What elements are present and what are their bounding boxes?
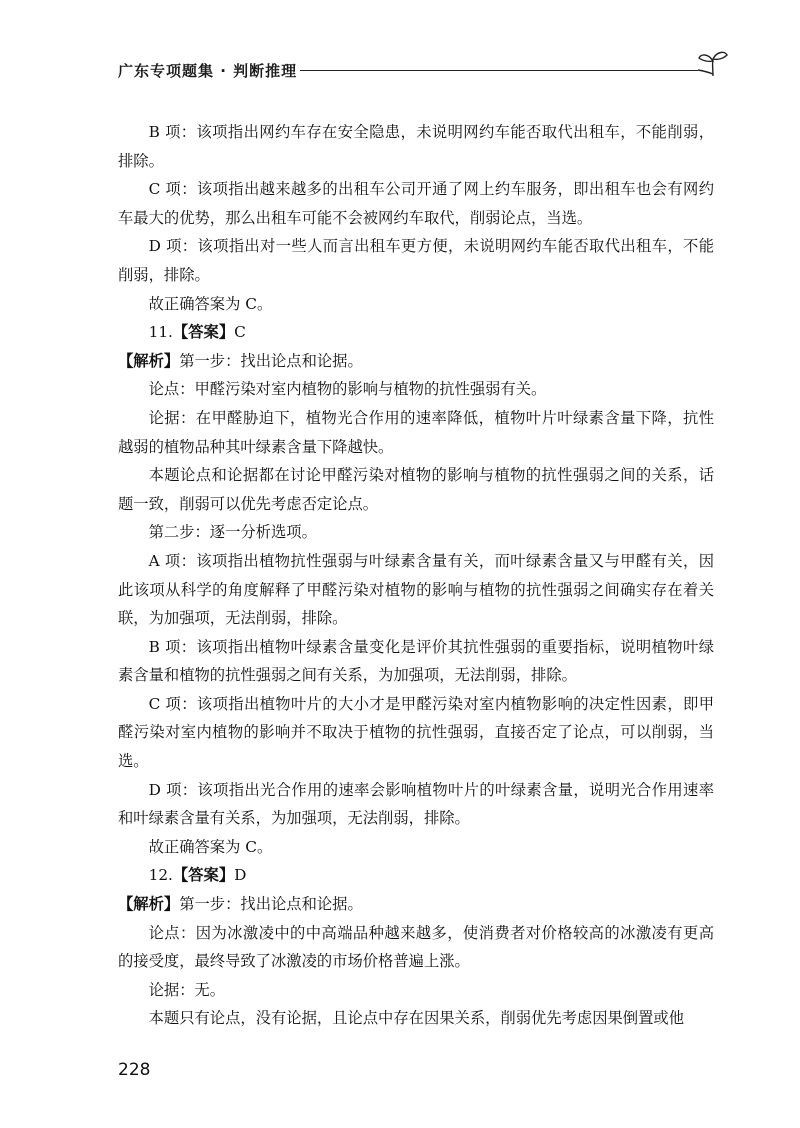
- q12-step1: 第一步：找出论点和论据。: [179, 895, 363, 914]
- q12-answer-label: 【答案】: [172, 866, 235, 885]
- q12-evidence: 论据：无。: [148, 980, 226, 999]
- q12-discussion: 本题只有论点，没有论据，且论点中存在因果关系，削弱优先考虑因果倒置或他: [148, 1009, 684, 1028]
- page-content: [118, 118, 714, 1033]
- q11-answer-line: [118, 318, 714, 347]
- q11-option-c: C 项：该项指出植物叶片的大小才是甲醛污染对室内植物影响的决定性因素，即甲醛污染对室内植物的影响并不取决于植物的抗性强弱，直接否定了论点，可以削弱，当选。: [118, 694, 714, 771]
- q11-option-b: B 项：该项指出植物叶绿素含量变化是评价其抗性强弱的重要指标，说明植物叶绿素含量和植物的抗性强弱之间有关系，为加强项，无法削弱，排除。: [118, 637, 714, 685]
- q12-analysis-line: [118, 890, 714, 919]
- q11-evidence: 论据：在甲醛胁迫下，植物光合作用的速率降低，植物叶片叶绿素含量下降，抗性越弱的植物品种其叶绿素含量下降越快。: [118, 408, 714, 456]
- q11-analysis-label: 【解析】: [118, 351, 180, 370]
- q11-number: 11.: [148, 323, 173, 342]
- page-number: 228: [118, 1060, 151, 1080]
- q12-analysis-label: 【解析】: [118, 895, 180, 914]
- q11-step2: 第二步：逐一分析选项。: [148, 523, 317, 542]
- q11-analysis-line: [118, 347, 714, 376]
- q11-thesis: 论点：甲醛污染对室内植物的影响与植物的抗性强弱有关。: [148, 380, 547, 399]
- q12-thesis: 论点：因为冰激凌中的中高端品种越来越多，使消费者对价格较高的冰激凌有更高的接受度，最终导致了冰激凌的市场价格普遍上涨。: [118, 923, 714, 971]
- q11-option-a: A 项：该项指出植物抗性强弱与叶绿素含量有关，而叶绿素含量又与甲醛有关，因此该项从科学的角度解释了甲醛污染对植物的影响与植物的抗性强弱之间确实存在着关联，为加强项，无法削弱，排除。: [118, 551, 714, 628]
- running-header: [118, 58, 718, 88]
- paragraph-conclusion: 故正确答案为 C。: [148, 294, 273, 313]
- q11-answer: C: [234, 323, 246, 342]
- sprout-icon: [696, 46, 730, 80]
- q11-answer-label: 【答案】: [172, 323, 235, 342]
- paragraph-option-d: D 项：该项指出对一些人而言出租车更方便，未说明网约车能否取代出租车，不能削弱，排除。: [118, 237, 714, 284]
- q12-number: 12.: [148, 866, 173, 885]
- q11-step1: 第一步：找出论点和论据。: [179, 351, 363, 370]
- q11-conclusion: 故正确答案为 C。: [148, 837, 273, 856]
- header-title: 广东专项题集 · 判断推理: [118, 62, 298, 80]
- q11-discussion: 本题论点和论据都在讨论甲醛污染对植物的影响与植物的抗性强弱之间的关系，话题一致，削弱可以优先考虑否定论点。: [118, 466, 714, 513]
- paragraph-option-c: C 项：该项指出越来越多的出租车公司开通了网上约车服务，即出租车也会有网约车最大的优势，那么出租车可能不会被网约车取代，削弱论点，当选。: [118, 180, 714, 227]
- q12-answer: D: [234, 866, 247, 885]
- paragraph-option-b: B 项：该项指出网约车存在安全隐患，未说明网约车能否取代出租车，不能削弱，排除。: [118, 123, 714, 170]
- header-rule: [300, 70, 698, 71]
- q12-answer-line: [118, 861, 714, 890]
- q11-option-d: D 项：该项指出光合作用的速率会影响植物叶片的叶绿素含量，说明光合作用速率和叶绿素含量有关系，为加强项，无法削弱，排除。: [118, 780, 714, 828]
